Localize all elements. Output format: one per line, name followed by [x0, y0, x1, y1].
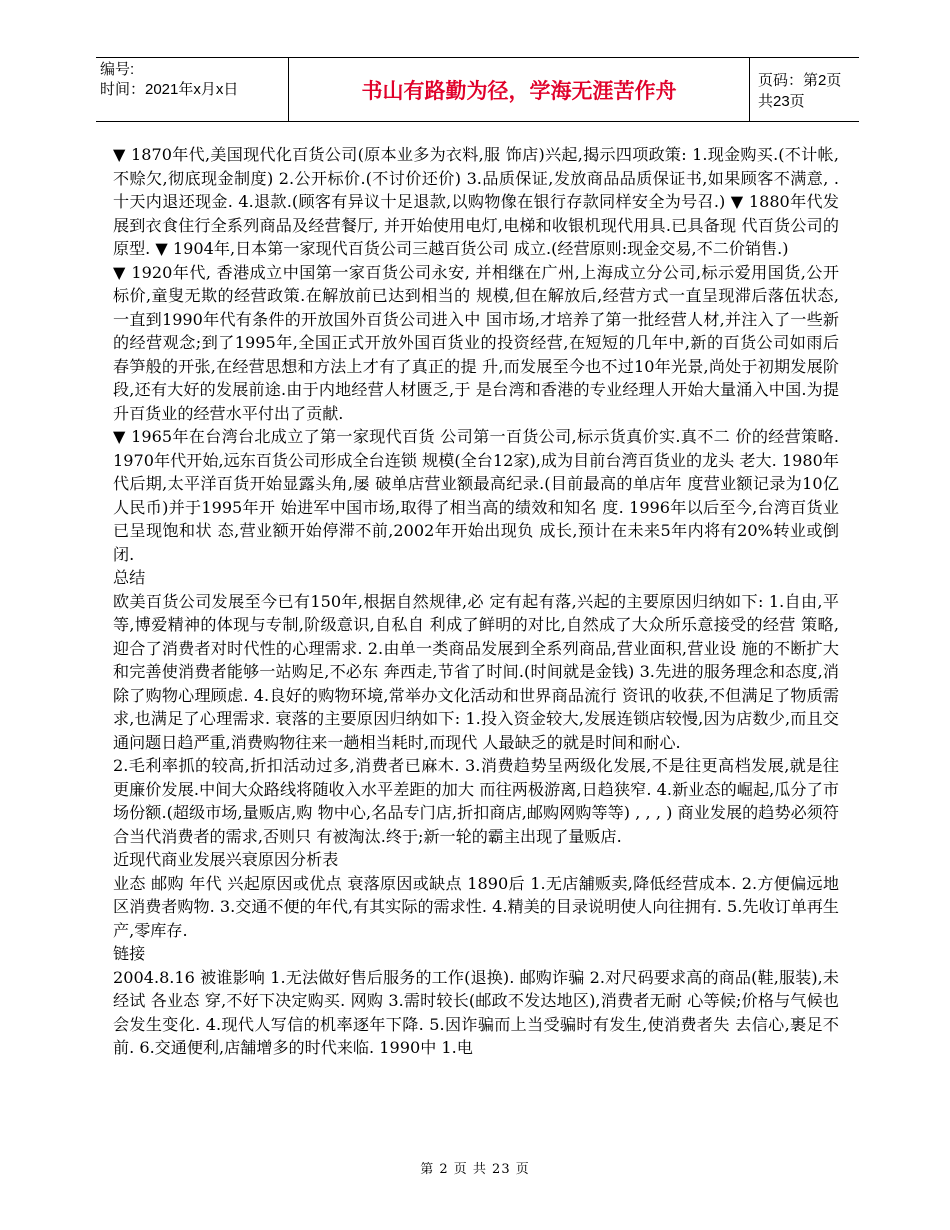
paragraph-1965: ▼ 1965年在台湾台北成立了第一家现代百货 公司第一百货公司,标示货真价实.真不二 价的经营策略. 1970年代开始,远东百货公司形成全台连锁 规模(全台12家),成为目前台湾百货业的龙头 老大. 1980年代后期,太平洋百货开始显露头角,屡 破单店营业额最高纪录.(目前最高的单店年 度营业额记录为10亿人民币)并于1995年开 始进军中国市场,取得了相当高的绩效和知名 度. 1996年以后至今,台湾百货业已呈现饱和状 态,营业额开始停滞不前,2002年开始出现负 成长,预计在未来5年内将有20%转业或倒闭. [113, 427, 839, 564]
heading-summary: 总结 [113, 568, 146, 587]
page-header [96, 57, 859, 122]
document-date: 时间：2021年x月x日 [100, 81, 239, 98]
paragraph-summary: 欧美百货公司发展至今已有150年,根据自然规律,必 定有起有落,兴起的主要原因归纳如下: 1.自由,平等,博爱精神的体现与专制,阶级意识,自私自 利成了鲜明的对比,自然成了大众所乐意接受的经营 策略,迎合了消费者对时代性的心理需求. 2.由单一类商品发展到全系列商品,营业面积,营业设 施的不断扩大和完善使消费者能够一站购足,不必东 奔西走,节省了时间.(时间就是金钱) 3.先进的服务理念和态度,消除了购物心理顾虑. 4.良好的购物环境,常举办文化活动和世界商品流行 资讯的收获,不但满足了物质需求,也满足了心理需求. 衰落的主要原因归纳如下: 1.投入资金较大,发展连锁店较慢,因为店数少,而且交 通问题日趋严重,消费购物往来一趟相当耗时,而现代 人最缺乏的就是时间和耐心. [113, 591, 839, 752]
paragraph-1920s: ▼ 1920年代, 香港成立中国第一家百货公司永安, 并相继在广州,上海成立分公司,标示爱用国货,公开 标价,童叟无欺的经营政策.在解放前已达到相当的 规模,但在解放后,经营方式一直呈现滞后落伍状态, 一直到1990年代有条件的开放国外百货公司进入中 国市场,才培养了第一批经营人材,并注入了一些新 的经营观念;到了1995年,全国正式开放外国百货业的投资经营,在短短的几年中,新的百货公司如雨后 春笋般的开张,在经营思想和方法上才有了真正的提 升,而发展至今也不过10年光景,尚处于初期发展阶 段,还有大好的发展前途.由于内地经营人材匮乏,于 是台湾和香港的专业经理人开始大量涌入中国.为提 升百货业的经营水平付出了贡献. [113, 262, 839, 423]
header-page-info: 页码：第2页 共23页 [758, 71, 842, 110]
heading-link: 链接 [113, 944, 146, 963]
document-number-label: 编号: [100, 61, 135, 78]
page-footer: 第 2 页 共 23 页 [420, 1162, 530, 1177]
paragraph-online: 2004.8.16 被谁影响 1.无法做好售后服务的工作(退换). 邮购诈骗 2.对尺码要求高的商品(鞋,服装),未经试 各业态 穿,不好下决定购买. 网购 3.需时较长(邮政不发达地区),消费者无耐 心等候;价格与气候也会发生变化. 4.现代人写信的机率逐年下降. 5.因诈骗而上当受骗时有发生,使消费者失 去信心,裹足不前. 6.交通便利,店舗增多的时代来临. 1990中 1.电 [113, 967, 839, 1057]
paragraph-decline: 2.毛利率抓的较高,折扣活动过多,消费者已麻木. 3.消费趋势呈两级化发展,不是往更高档发展,就是往 更廉价发展.中间大众路线将随收入水平差距的加大 而往两极游离,日趋狭窄. 4.新业态的崛起,瓜分了市场份额.(超级市场,量贩店,购 物中心,名品专门店,折扣商店,邮购网购等等) , , , ) 商业发展的趋势必须符合当代消费者的需求,否则只 有被淘汰.终于;新一轮的霸主出现了量贩店. [113, 756, 839, 846]
header-meta [100, 58, 286, 121]
heading-analysis-table: 近现代商业发展兴衰原因分析表 [113, 850, 339, 869]
document-body [113, 143, 839, 1060]
paragraph-1870s: ▼ 1870年代,美国现代化百货公司(原本业多为衣料,服 饰店)兴起,揭示四项政策: 1.现金购买.(不计帐,不赊欠,彻底现金制度) 2.公开标价.(不讨价还价) 3.品质保证,发放商品品质保证书,如果顾客不满意, . 十天内退还现金. 4.退款.(顾客有异议十足退款,以购物像在银行存款同样安全为号召.) ▼ 1880年代发展到衣食住行全系列商品及经营餐厅, 并开始使用电灯,电梯和收银机现代用具.已具备现 代百货公司的原型. ▼ 1904年,日本第一家现代百货公司三越百货公司 成立.(经营原则:现金交易,不二价销售.) [113, 145, 839, 258]
header-motto: 书山有路勤为径，学海无涯苦作舟 [288, 58, 750, 121]
paragraph-mail-order: 业态 邮购 年代 兴起原因或优点 衰落原因或缺点 1890后 1.无店舖贩卖,降低经营成本. 2.方便偏远地区消费者购物. 3.交通不便的年代,有其实际的需求性. 4.精美的目录说明使人向往拥有. 5.先收订单再生产,零库存. [113, 873, 839, 940]
